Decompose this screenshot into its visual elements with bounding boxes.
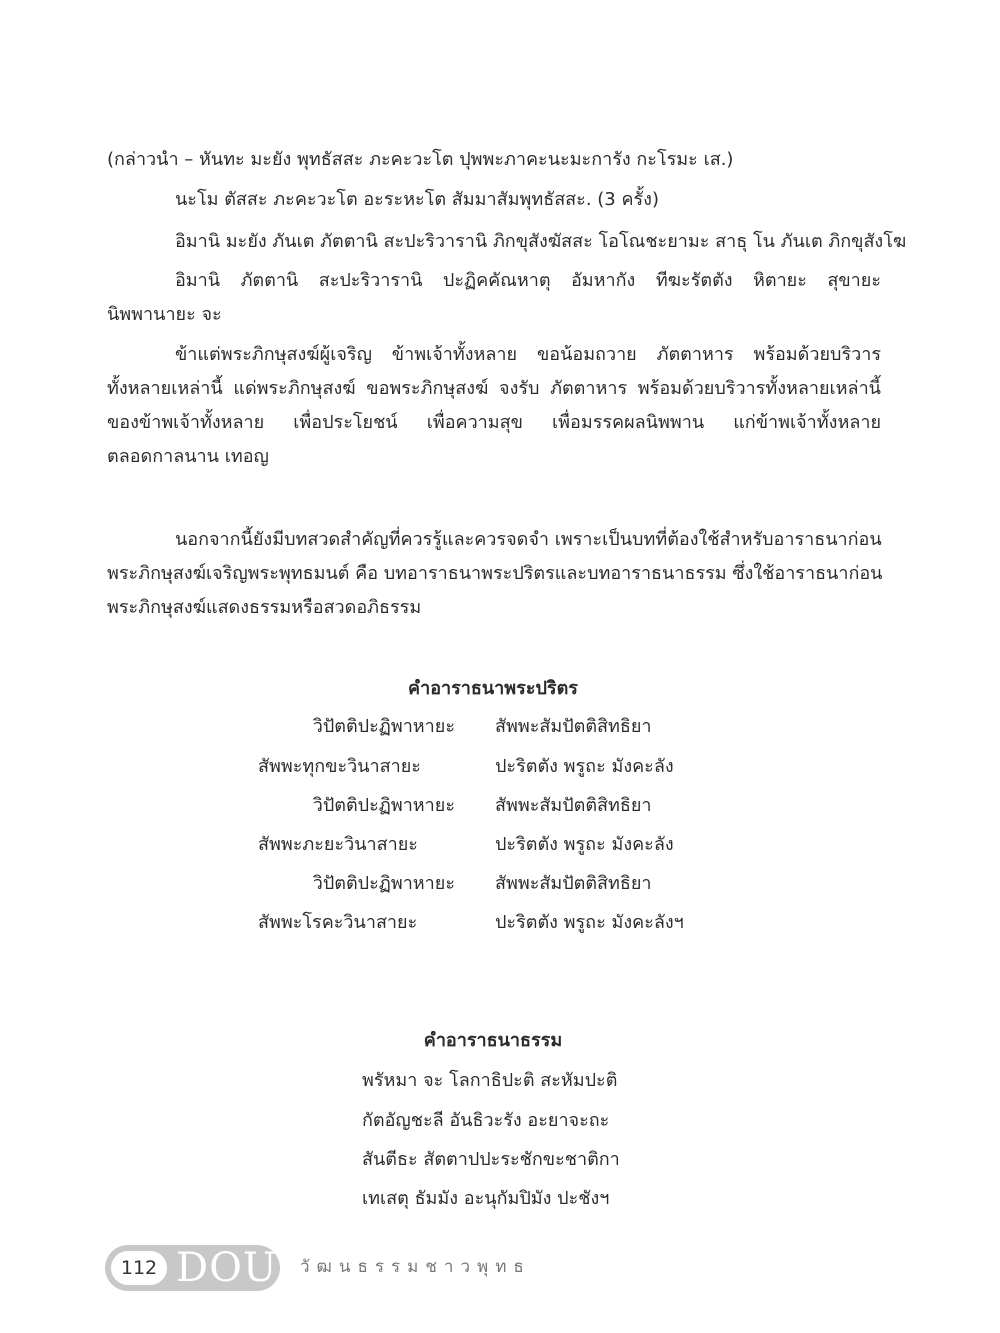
dhamma-verse-line: สันตีธะ สัตตาปปะระชักขะชาติกา: [362, 1149, 620, 1170]
thai-offering-paragraph: [107, 340, 881, 472]
pali-line-2b: นิพพานายะ จะ: [107, 304, 222, 325]
book-title: วัฒนธรรมชาวพุทธ: [300, 1257, 531, 1277]
pali-line-1: อิมานิ มะยัง ภันเต ภัตตานิ สะปะริวารานิ ภิกขุสังฆัสสะ โอโณชะยามะ สาธุ โน ภันเต ภิกขุสังโฆ: [175, 231, 907, 252]
namo-line: นะโม ตัสสะ ภะคะวะโต อะระหะโต สัมมาสัมพุทธัสสะ. (3 ครั้ง): [175, 189, 659, 210]
paritta-left: วิปัตติปะฏิพาหายะ: [312, 795, 455, 816]
brand-logo: DOU: [176, 1245, 278, 1291]
dhamma-heading: คำอาราธนาธรรม: [423, 1030, 563, 1051]
pali-line-2a: อิมานิ ภัตตานิ สะปะริวารานิ ปะฏิคคัณหาตุ อัมหากัง ทีฆะรัตตัง หิตายะ สุขายะ: [175, 270, 881, 291]
paritta-right: สัพพะสัมปัตติสิทธิยา: [495, 795, 652, 816]
paritta-left: วิปัตติปะฏิพาหายะ: [312, 873, 455, 894]
body-line: นอกจากนี้ยังมีบทสวดสำคัญที่ควรรู้และควรจดจำ เพราะเป็นบทที่ต้องใช้สำหรับอาราธนาก่อน: [175, 529, 882, 550]
thai-line: ตลอดกาลนาน เทอญ: [107, 446, 269, 467]
body-paragraph: [107, 525, 881, 623]
pali-paragraph: [107, 266, 881, 330]
body-line: พระภิกษุสงฆ์แสดงธรรมหรือสวดอภิธรรม: [107, 597, 422, 618]
paritta-heading: คำอาราธนาพระปริตร: [408, 678, 578, 699]
thai-line: ของข้าพเจ้าทั้งหลาย เพื่อประโยชน์ เพื่อความสุข เพื่อมรรคผลนิพพาน แก่ข้าพเจ้าทั้งหลาย: [107, 412, 881, 433]
paritta-right: ปะริตตัง พรูถะ มังคะลัง: [495, 756, 674, 777]
dhamma-verse-line: กัตอัญชะลี อันธิวะรัง อะยาจะถะ: [362, 1110, 610, 1131]
body-line: พระภิกษุสงฆ์เจริญพระพุทธมนต์ คือ บทอาราธนาพระปริตรและบทอาราธนาธรรม ซึ่งใช้อาราธนาก่อน: [107, 563, 883, 584]
paritta-left: สัพพะทุกขะวินาสายะ: [258, 756, 421, 777]
thai-line: ทั้งหลายเหล่านี้ แด่พระภิกษุสงฆ์ ขอพระภิกษุสงฆ์ จงรับ ภัตตาหาร พร้อมด้วยบริวารทั้งหลายเหล่านี้: [107, 378, 881, 399]
paritta-right: สัพพะสัมปัตติสิทธิยา: [495, 716, 652, 737]
paritta-left: สัพพะโรคะวินาสายะ: [258, 912, 418, 933]
paritta-left: วิปัตติปะฏิพาหายะ: [312, 716, 455, 737]
dhamma-verse-line: เทเสตุ ธัมมัง อะนุกัมปิมัง ปะชังฯ: [362, 1188, 610, 1209]
paritta-right: ปะริตตัง พรูถะ มังคะลังฯ: [495, 912, 684, 933]
paritta-right: ปะริตตัง พรูถะ มังคะลัง: [495, 834, 674, 855]
dhamma-verse-line: พรัหมา จะ โลกาธิปะติ สะหัมปะติ: [362, 1070, 618, 1091]
invitation-line: (กล่าวนำ – หันทะ มะยัง พุทธัสสะ ภะคะวะโต ปุพพะภาคะนะมะการัง กะโรมะ เส.): [107, 149, 734, 170]
paritta-left: สัพพะภะยะวินาสายะ: [258, 834, 418, 855]
page-number: 112: [111, 1251, 167, 1285]
paritta-right: สัพพะสัมปัตติสิทธิยา: [495, 873, 652, 894]
thai-line: ข้าแต่พระภิกษุสงฆ์ผู้เจริญ ข้าพเจ้าทั้งหลาย ขอน้อมถวาย ภัตตาหาร พร้อมด้วยบริวาร: [175, 344, 881, 365]
